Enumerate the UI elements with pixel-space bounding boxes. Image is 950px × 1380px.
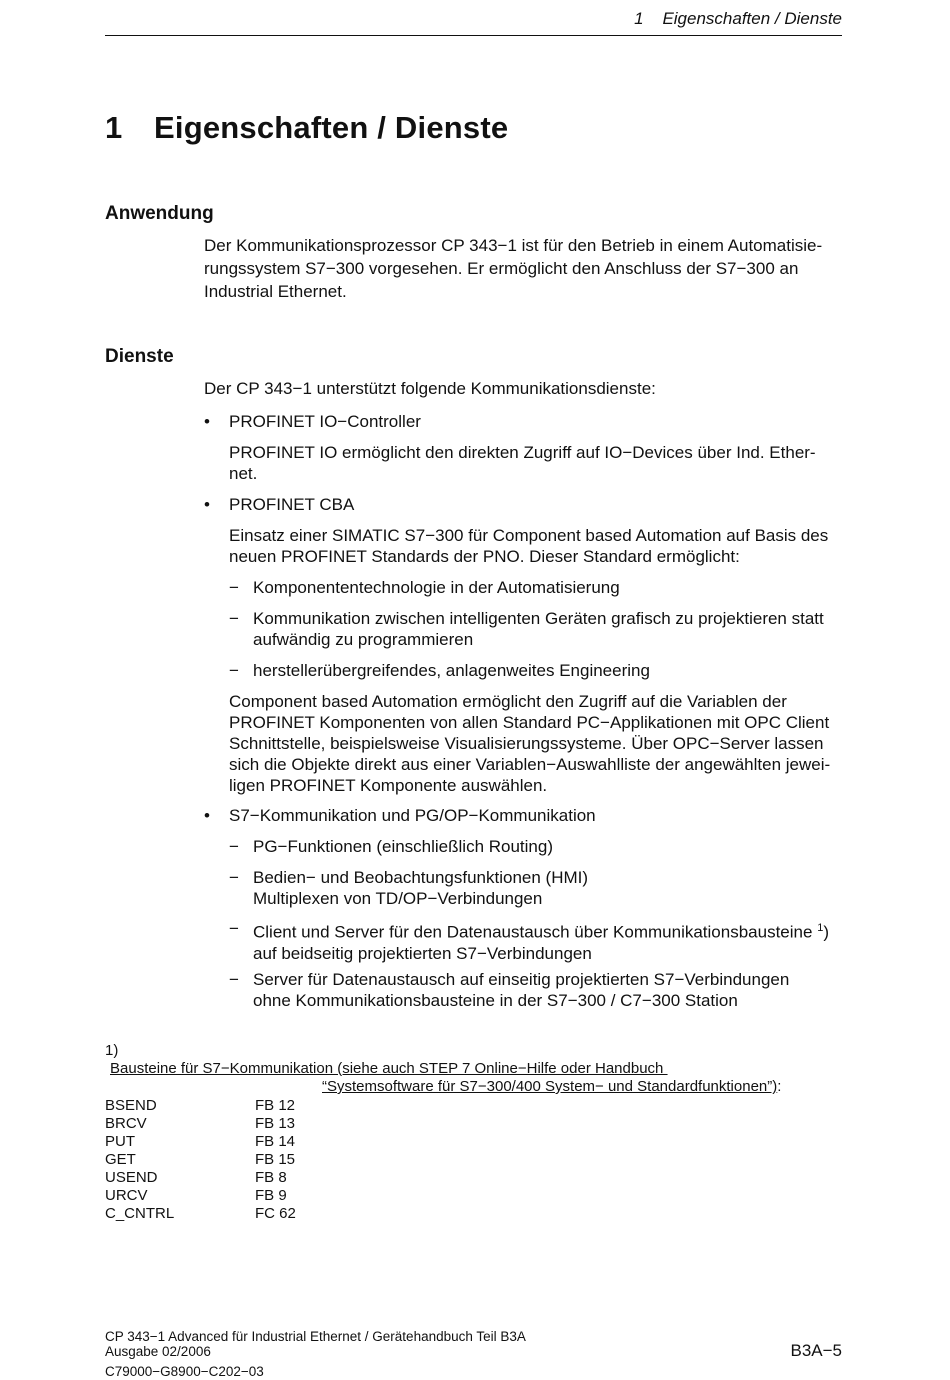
dash-symbol: − [229,837,239,856]
block-name: PUT [105,1133,135,1150]
block-row [105,1187,287,1205]
bullet-symbol: • [204,806,210,825]
dash-symbol: − [229,868,239,887]
text-line: Bedien− und Beobachtungsfunktionen (HMI) [253,868,589,887]
footnote-line-2-tail: : [777,1078,782,1095]
dash-item: herstellerübergreifendes, anlagenweites Engineering [253,661,650,680]
block-number: FB 9 [255,1187,287,1204]
block-row [105,1133,295,1151]
bullet-profinet-io-title: PROFINET IO−Controller [229,412,421,431]
bullet-profinet-cba-title: PROFINET CBA [229,495,355,514]
footnote-reference: 1 [817,922,824,934]
block-row [105,1169,287,1187]
heading-dienste: Dienste [105,346,174,367]
bullet-profinet-cba-text [229,525,828,567]
text-line [253,918,829,943]
block-row [105,1151,295,1169]
text-line: net. [229,464,258,483]
text-line: Schnittstelle, beispielsweise Visualisierungssysteme. Über OPC−Server lassen [229,734,824,753]
dash-item [253,969,789,1011]
block-number: FB 13 [255,1115,296,1132]
block-name: C_CNTRL [105,1205,175,1222]
block-number: FB 15 [255,1151,296,1168]
chapter-title [105,110,508,146]
text-line: PROFINET Komponenten von allen Standard PC−Applikationen mit OPC Client [229,713,830,732]
text-line: sich die Objekte direkt aus einer Variablen−Auswahlliste der angewählten jewei- [229,755,831,774]
text-line: Kommunikation zwischen intelligenten Geräten grafisch zu projektieren statt [253,609,824,628]
dash-item [253,867,588,909]
chapter-number: 1 [105,110,123,145]
footer-line-3: C79000−G8900−C202−03 [105,1364,264,1379]
dash-symbol: − [229,609,239,628]
dash-symbol: − [229,661,239,680]
footnote-line-2-text: “Systemsoftware für S7−300/400 System− und Standardfunktionen”) [322,1078,778,1095]
text-line: Der Kommunikationsprozessor CP 343−1 ist für den Betrieb in einem Automatisie- [204,236,823,255]
heading-anwendung: Anwendung [105,203,214,224]
dash-symbol: − [229,970,239,989]
text-line: aufwändig zu programmieren [253,630,474,649]
anwendung-paragraph [204,235,822,302]
bullet-profinet-io-text [229,442,816,484]
page-number: B3A−5 [790,1341,842,1360]
footer-line-2: Ausgabe 02/2006 [105,1344,211,1359]
text-span: Client und Server für den Datenaustausch über Kommunikationsbausteine [253,922,813,942]
footnote-line-2 [322,1078,781,1096]
bullet-s7-kommunikation-title: S7−Kommunikation und PG/OP−Kommunikation [229,806,596,825]
text-line: Server für Datenaustausch auf einseitig projektierten S7−Verbindungen [253,970,790,989]
block-name: URCV [105,1187,148,1204]
dash-item [253,608,824,650]
dash-symbol: − [229,919,239,938]
block-name: BSEND [105,1097,157,1114]
footnote-marker: 1) [105,1042,119,1059]
block-name: USEND [105,1169,158,1186]
block-row [105,1115,295,1133]
dash-item: Komponententechnologie in der Automatisierung [253,578,620,597]
text-line: neuen PROFINET Standards der PNO. Dieser Standard ermöglicht: [229,547,740,566]
bullet-symbol: • [204,495,210,514]
block-number: FC 62 [255,1205,296,1222]
dash-symbol: − [229,578,239,597]
text-line: PROFINET IO ermöglicht den direkten Zugriff auf IO−Devices über Ind. Ether- [229,443,816,462]
block-row [105,1097,295,1115]
block-name: GET [105,1151,136,1168]
block-row [105,1205,296,1223]
block-name: BRCV [105,1115,147,1132]
block-number: FB 8 [255,1169,287,1186]
text-line: Industrial Ethernet. [204,282,347,301]
block-number: FB 14 [255,1133,296,1150]
running-header: 1 Eigenschaften / Dienste [634,9,842,28]
text-line: Einsatz einer SIMATIC S7−300 für Component based Automation auf Basis des [229,526,829,545]
text-line: rungssystem S7−300 vorgesehen. Er ermöglicht den Anschluss der S7−300 an [204,259,799,278]
cba-description [229,691,830,796]
footnote-line-1: Bausteine für S7−Kommunikation (siehe auch STEP 7 Online−Hilfe oder Handbuch [110,1060,668,1077]
footnote-reference-close: ) [823,922,829,942]
text-line: ohne Kommunikationsbausteine in der S7−300 / C7−300 Station [253,991,738,1010]
block-number: FB 12 [255,1097,296,1114]
text-line: ligen PROFINET Komponente auswählen. [229,776,548,795]
dash-item: PG−Funktionen (einschließlich Routing) [253,837,554,856]
bullet-symbol: • [204,412,210,431]
dash-item [253,918,829,964]
dienste-intro: Der CP 343−1 unterstützt folgende Kommunikationsdienste: [204,379,656,398]
text-line: Component based Automation ermöglicht den Zugriff auf die Variablen der [229,692,787,711]
text-line: Multiplexen von TD/OP−Verbindungen [253,889,543,908]
chapter-title-text: Eigenschaften / Dienste [154,110,509,145]
header-rule [105,35,842,36]
footer-line-1: CP 343−1 Advanced für Industrial Ethernet / Gerätehandbuch Teil B3A [105,1329,526,1344]
text-line: auf beidseitig projektierten S7−Verbindungen [253,943,592,963]
